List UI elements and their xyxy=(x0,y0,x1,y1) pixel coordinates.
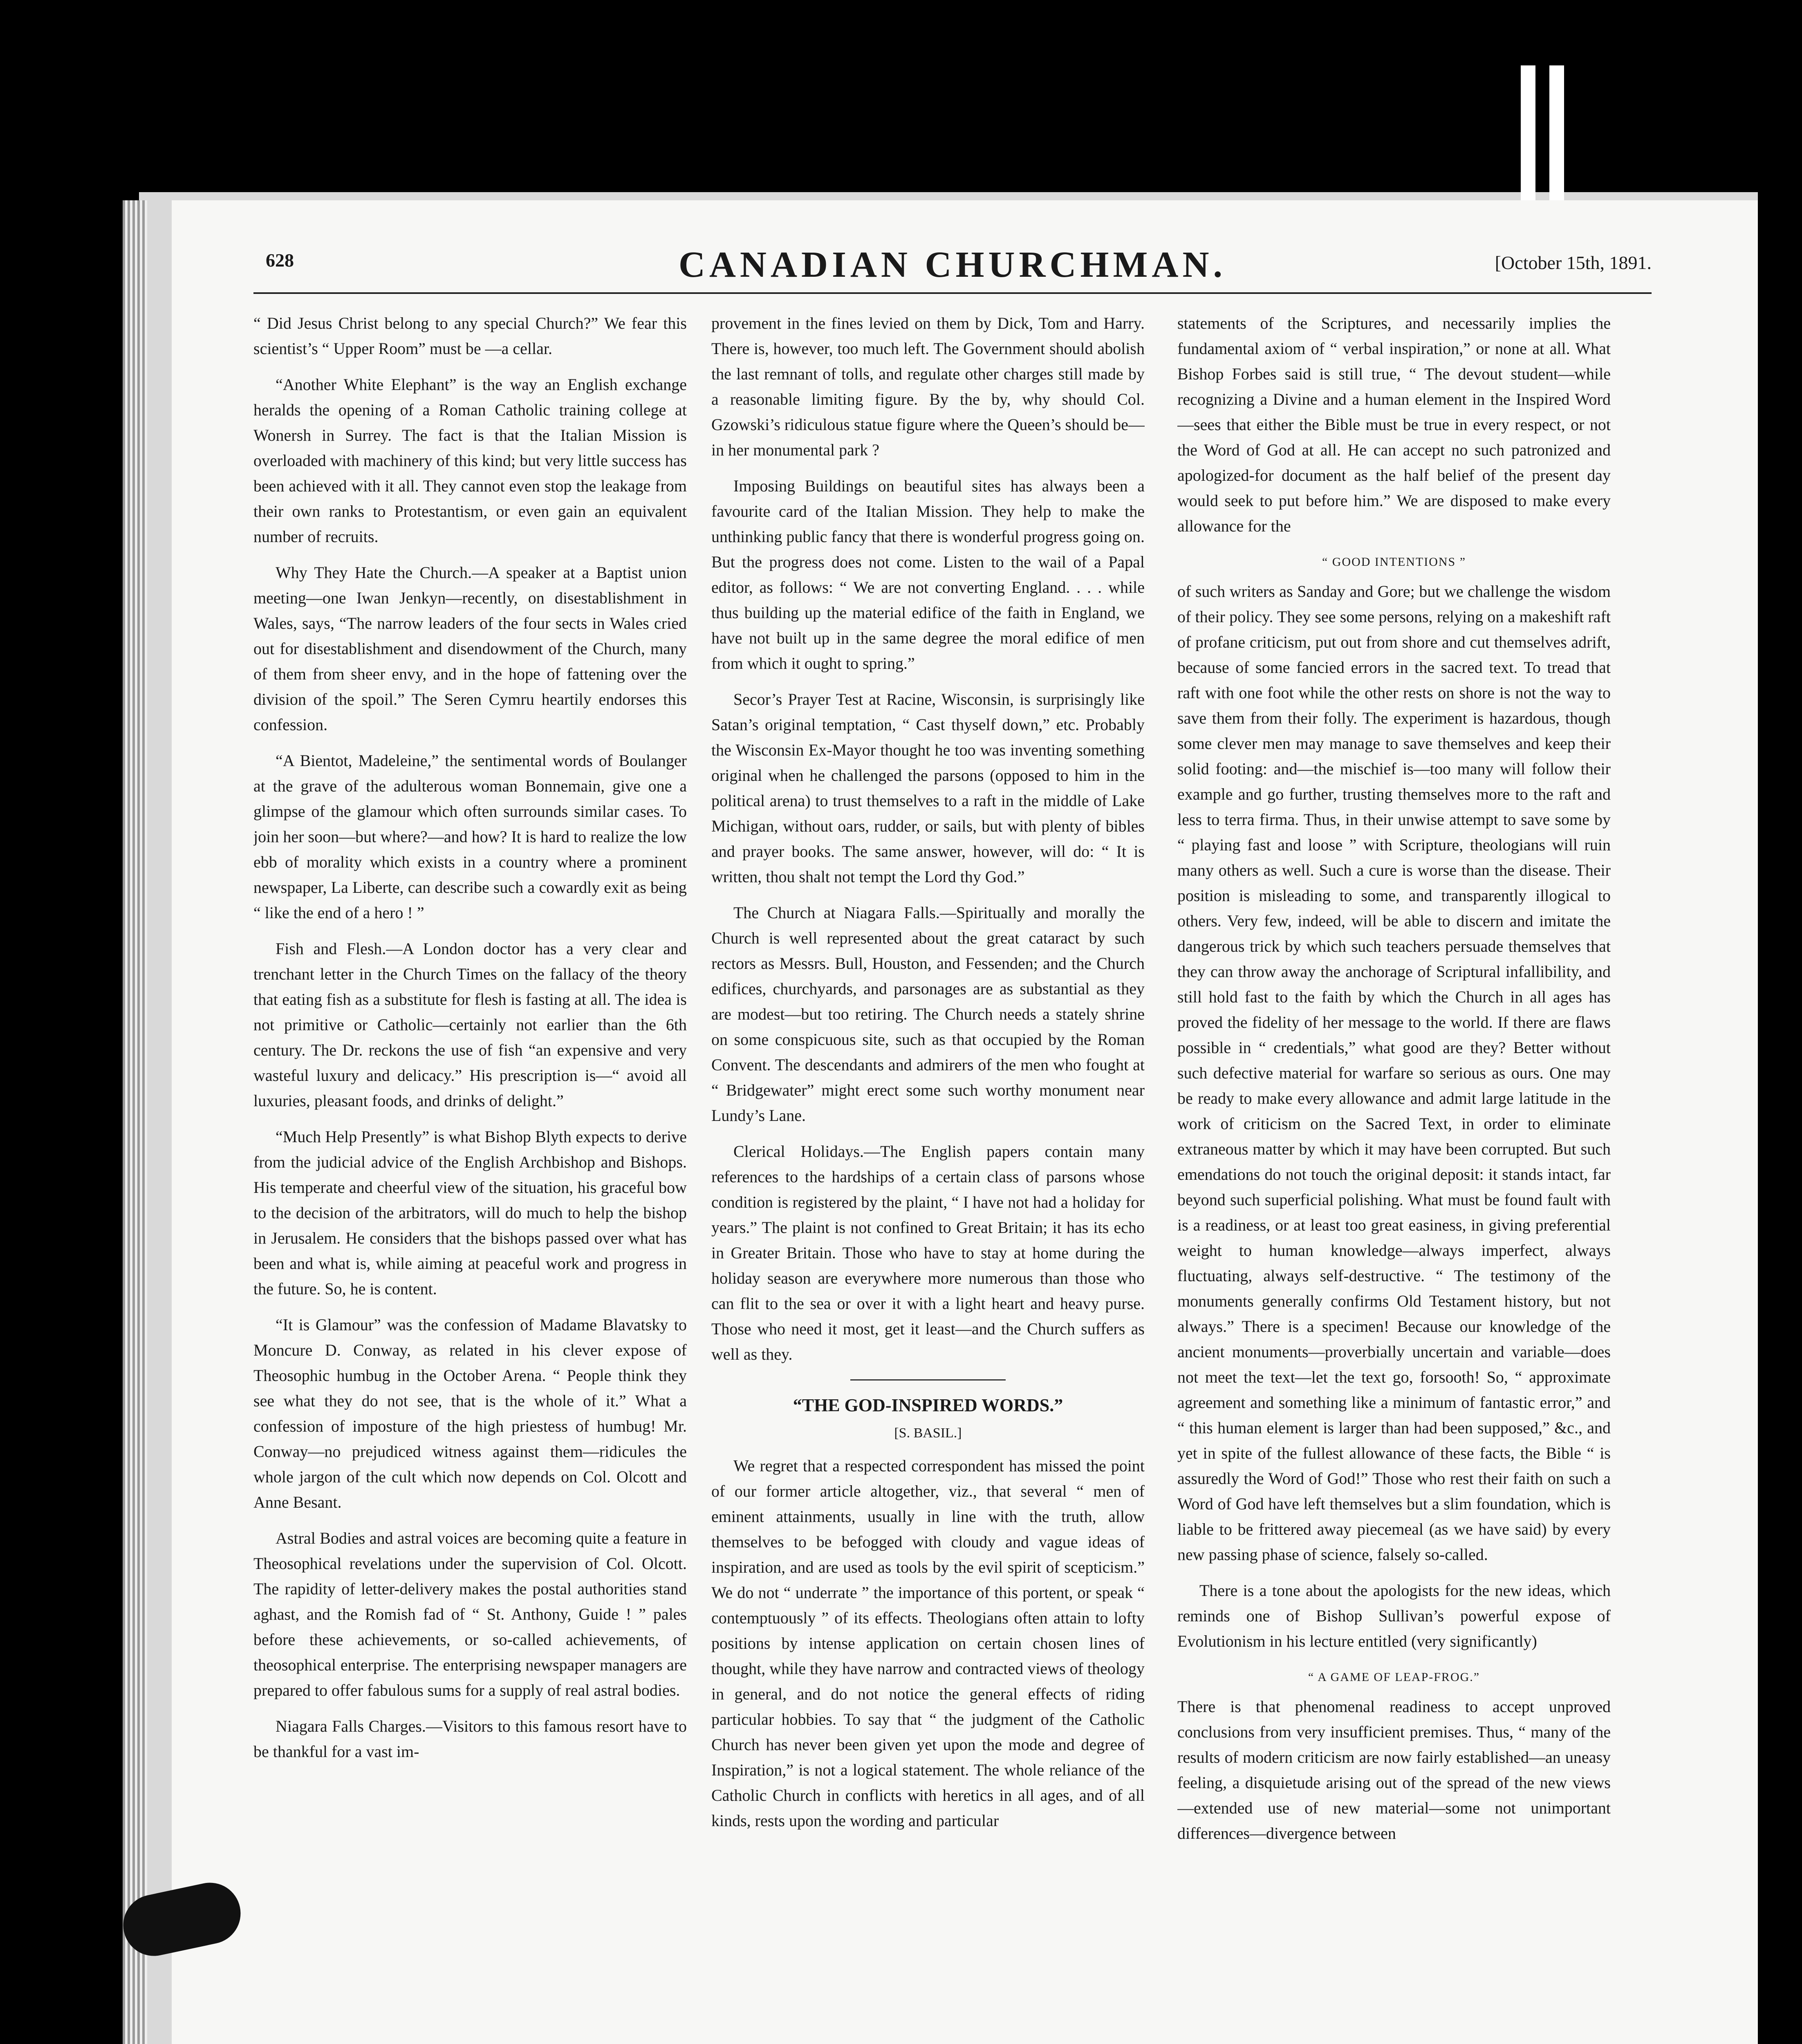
article-title: “THE GOD-INSPIRED WORDS.” xyxy=(793,1395,1063,1415)
section-divider xyxy=(850,1379,1006,1381)
paragraph: statements of the Scriptures, and necessarily implies the fundamental axiom of “ verbal inspiration,” or none at all. What Bishop Forbes said is still true, “ The devout student—while recognizing a Divine and a human element in the Inspired Word—sees that either the Bible must be true in every respect, or not the Word of God at all. He can accept no such patronized and apologized-for document as the half belief of the present day would seek to put before him.” We are disposed to make every allowance for the xyxy=(1177,314,1611,535)
paragraph: provement in the fines levied on them by Dick, Tom and Harry. There is, however, too much left. The Government should abolish the last remnant of tolls, and regulate other charges still made by a reasonable limiting figure. By the by, why should Col. Gzowski’s ridiculous statue figure where the Queen’s should be—in her monumental park ? xyxy=(711,314,1145,459)
binder-bar xyxy=(1521,65,1535,200)
paragraph: “Much Help Presently” is what Bishop Blyth expects to derive from the judicial advice of the English Archbishop and Bishops. His temperate and cheerful view of the situation, his graceful bow to the decision of the arbitrators, will do much to help the bishop in Jerusalem. He considers that the bishops passed over what has been and what is, while aiming at peaceful work and progress in the future. So, he is content. xyxy=(253,1127,687,1298)
masthead-title: CANADIAN CHURCHMAN. xyxy=(679,244,1226,285)
column-1 xyxy=(253,311,687,2044)
paragraph: Why They Hate the Church.—A speaker at a Baptist union meeting—one Iwan Jenkyn—recently, on disestablishment in Wales, says, “The narrow leaders of the four sects in Wales cried out for disestablishment and disendowment of the Church, many of them from sheer envy, and in the hope of fattening over the division of the spoil.” The Seren Cymru heartily endorses this confession. xyxy=(253,563,687,734)
paragraph: There is that phenomenal readiness to accept unproved conclusions from very insufficient premises. Thus, “ many of the results of modern criticism are now fairly established—an uneasy feeling, a disquietude arising out of the spread of the new views—extended use of new material—some not unimportant differences—divergence between xyxy=(1177,1697,1611,1842)
subheading-good-intentions: “ GOOD INTENTIONS ” xyxy=(1322,555,1466,569)
paragraph: Fish and Flesh.—A London doctor has a very clear and trenchant letter in the Church Times on the fallacy of the theory that eating fish as a substitute for flesh is fasting at all. The idea is not primitive or Catholic—certainly not earlier than the 6th century. The Dr. reckons the use of fish “an expensive and very wasteful luxury and delicacy.” His prescription is—“ avoid all luxuries, pleasant foods, and drinks of delight.” xyxy=(253,939,687,1110)
paragraph: We regret that a respected correspondent has missed the point of our former article altogether, viz., that several “ men of eminent attainments, usually in line with the truth, allow themselves to be befogged with cloudy and vague ideas of inspiration, and are used as tools by the evil spirit of scepticism.” We do not “ underrate ” the importance of this portent, or speak “ contemptuously ” of its effects. Theologians often attain to lofty positions by intense application on certain chosen lines of thought, while they have narrow and contracted views of theology in general, and do not notice the general effects of riding particular hobbies. To say that “ the judgment of the Catholic Church has never been given yet upon the mode and degree of Inspiration,” is not a logical statement. The whole reliance of the Catholic Church in conflicts with heretics in all ages, and of all kinds, rests upon the wording and particular xyxy=(711,1457,1145,1830)
paragraph: “A Bientot, Madeleine,” the sentimental words of Boulanger at the grave of the adulterous woman Bonnemain, give one a glimpse of the glamour which often surrounds similar cases. To join her soon—but where?—and how? It is hard to realize the low ebb of morality which exists in a country where a prominent newspaper, La Liberte, can describe such a cowardly exit as being “ like the end of a hero ! ” xyxy=(253,751,687,922)
paragraph: “ Did Jesus Christ belong to any special Church?” We fear this scientist’s “ Upper Room” must be —a cellar. xyxy=(253,314,687,358)
paragraph: “It is Glamour” was the confession of Madame Blavatsky to Moncure D. Conway, as related in his clever expose of Theosophic humbug in the October Arena. “ People think they see what they do not see, that is the whole of it.” What a confession of imposture of the high priestess of humbug! Mr. Conway—no prejudiced witness against them—ridicules the whole jargon of the cult which now depends on Col. Olcott and Anne Besant. xyxy=(253,1316,687,1511)
paragraph: “Another White Elephant” is the way an English exchange heralds the opening of a Roman Catholic training college at Wonersh in Surrey. The fact is that the Italian Mission is overloaded with machinery of this kind; but very little success has been achieved with it all. They cannot even stop the leakage from their own ranks to Protestantism, or even gain an equivalent number of recruits. xyxy=(253,375,687,546)
paragraph: Secor’s Prayer Test at Racine, Wisconsin, is surprisingly like Satan’s original temptation, “ Cast thyself down,” etc. Probably the Wisconsin Ex-Mayor thought he too was inventing something original when he challenged the parsons (opposed to him in the political arena) to trust themselves to a raft in the middle of Lake Michigan, without oars, rudder, or sails, but with plenty of bibles and prayer books. The same answer, however, will do: “ It is written, thou shalt not tempt the Lord thy God.” xyxy=(711,690,1145,886)
page-number: 628 xyxy=(266,250,294,271)
issue-date: [October 15th, 1891. xyxy=(1495,252,1652,273)
subheading-leap-frog: “ A GAME OF LEAP-FROG.” xyxy=(1308,1670,1480,1684)
article-author: [S. BASIL.] xyxy=(894,1425,962,1441)
column-3 xyxy=(1177,311,1611,2044)
paragraph: Astral Bodies and astral voices are becoming quite a feature in Theosophical revelations under the supervision of Col. Olcott. The rapidity of letter-delivery makes the postal authorities stand aghast, and the Romish fad of “ St. Anthony, Guide ! ” pales before these achievements, or so-called achievements, of theosophical enterprise. The enterprising newspaper managers are prepared to offer fabulous sums for a supply of real astral bodies. xyxy=(253,1529,687,1699)
paragraph: of such writers as Sanday and Gore; but we challenge the wisdom of their policy. They see some persons, relying on a makeshift raft of profane criticism, put out from shore and cut themselves adrift, because of some fancied errors in the sacred text. To tread that raft with one foot while the other rests on shore is not the way to save them from their folly. The experiment is hazardous, though some clever men may manage to save themselves and keep their solid footing: and—the mischief is—too many will follow their example and go further, trusting themselves more to the raft and less to terra firma. Thus, in their unwise attempt to save some by “ playing fast and loose ” with Scripture, theologians will ruin many others as well. Such a cure is worse than the disease. Their position is misleading to some, and transparently illogical to others. Very few, indeed, will be able to discern and imitate the dangerous trick by which such teachers persuade themselves that they can throw away the anchorage of Scriptural infallibility, and still hold fast to the faith by which the Church in all ages has proved the fidelity of her message to the world. If there are flaws possible in “ credentials,” what good are they? Better without such defective material for warfare so serious as ours. One may be ready to make every allowance and admit large latitude in the work of criticism on the Sacred Text, in order to eliminate extraneous matter by which it may have been corrupted. But such emendations do not touch the original deposit: it stands intact, far beyond such superficial polishing. What must be found fault with is a readiness, or at least too great easiness, in giving preferential weight to human knowledge—always imperfect, always fluctuating, always self-destructive. “ The testimony of the monuments generally confirms Old Testament history, but not always.” There is a specimen! Because our knowledge of the ancient monuments—proverbially uncertain and variable—does not meet the text—let the text go, forsooth! So, “ approximate agreement and something like a minimum of fantastic error,” and “ this human element is larger than had been supposed,” &c., and yet in spite of the fullest allowance of these facts, the Bible “ is assuredly the Word of God!” Those who rest their faith on such a Word of God have left themselves but a slim foundation, which is liable to be frittered away piecemeal (as we have said) by every new passing phase of science, falsely so-called. xyxy=(1177,582,1611,1564)
paragraph: There is a tone about the apologists for the new ideas, which reminds one of Bishop Sullivan’s powerful expose of Evolutionism in his lecture entitled (very significantly) xyxy=(1177,1581,1611,1650)
paragraph: Niagara Falls Charges.—Visitors to this famous resort have to be thankful for a vast im- xyxy=(253,1717,687,1761)
paragraph: Clerical Holidays.—The English papers contain many references to the hardships of a certain class of parsons whose condition is registered by the plaint, “ I have not had a holiday for years.” The plaint is not confined to Great Britain; it has its echo in Greater Britain. Those who have to stay at home during the holiday season are everywhere more numerous than those who can flit to the sea or over it with a light heart and heavy purse. Those who need it most, get it least—and the Church suffers as well as they. xyxy=(711,1142,1145,1363)
paragraph: The Church at Niagara Falls.—Spiritually and morally the Church is well represented about the great cataract by such rectors as Messrs. Bull, Houston, and Fessenden; and the Church edifices, churchyards, and parsonages are as substantial as they are modest—but too retiring. The Church needs a stately shrine on some conspicuous site, such as that occupied by the Roman Convent. The descendants and admirers of the men who fought at “ Bridgewater” might erect some such worthy monument near Lundy’s Lane. xyxy=(711,903,1145,1125)
page-header xyxy=(253,244,1652,286)
header-rule xyxy=(253,292,1652,294)
paragraph: Imposing Buildings on beautiful sites has always been a favourite card of the Italian Mission. They help to make the unthinking public fancy that there is wonderful progress going on. But the progress does not come. Listen to the wail of a Papal editor, as follows: “ We are not converting England. . . . while thus building up the material edifice of the faith in England, we have not built up in the same degree the moral edifice of men from which it ought to spring.” xyxy=(711,477,1145,672)
binder-bar xyxy=(1549,65,1564,200)
column-2 xyxy=(711,311,1145,2044)
